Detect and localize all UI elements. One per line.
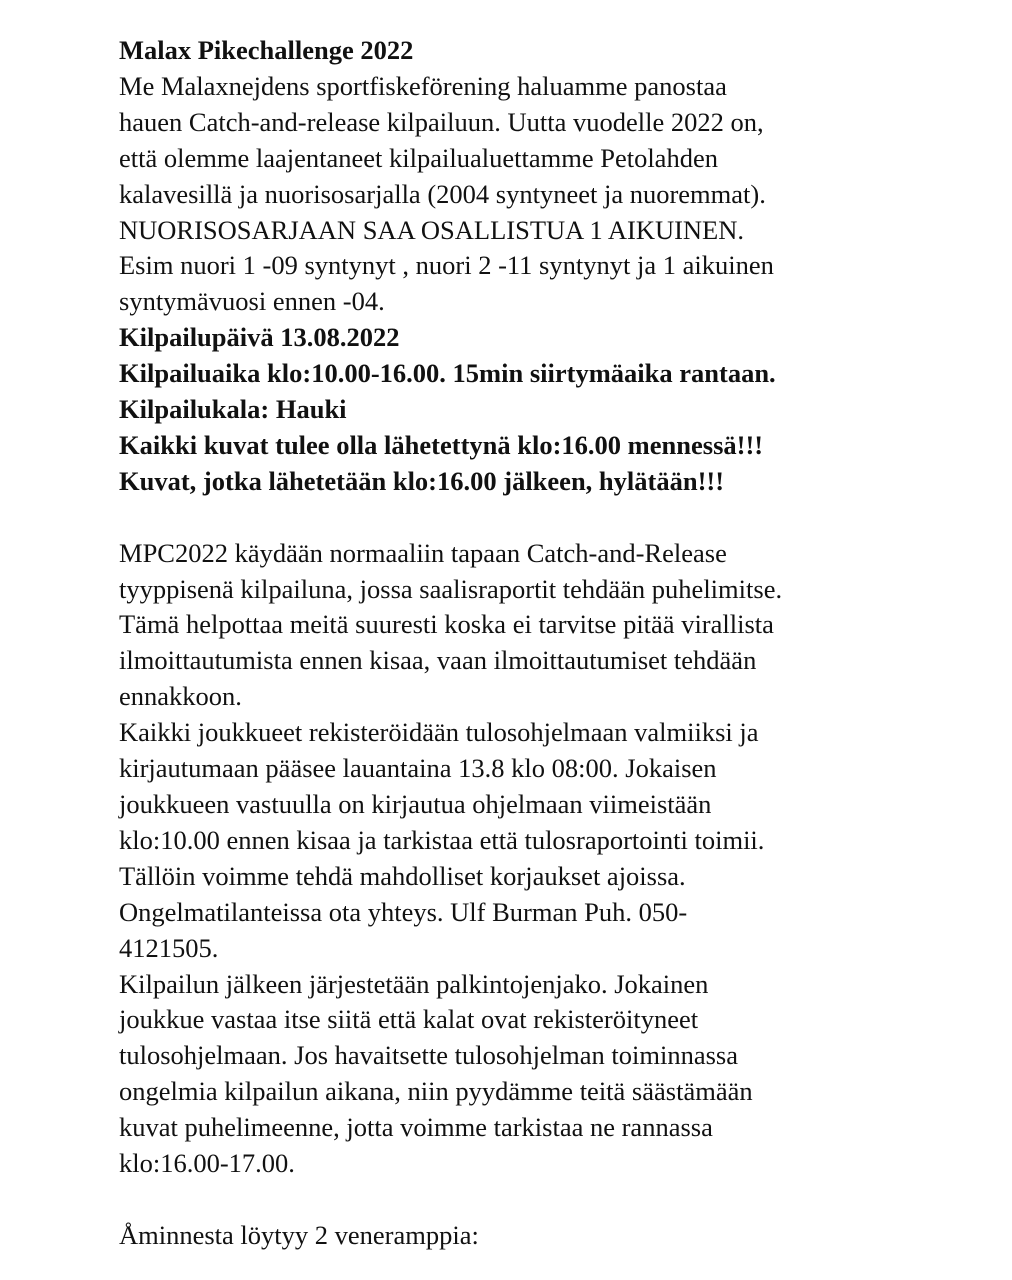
body-line: MPC2022 käydään normaaliin tapaan Catch-and-Release xyxy=(119,537,727,568)
body-line: Ongelmatilanteissa ota yhteys. Ulf Burman Puh. 050- xyxy=(119,896,688,927)
document-page xyxy=(119,33,999,1254)
body-line: kuvat puhelimeenne, jotta voimme tarkistaa ne rannassa xyxy=(119,1112,713,1143)
body-line: joukkueen vastuulla on kirjautua ohjelmaan viimeistään xyxy=(119,789,712,820)
body-line: tyyppisenä kilpailuna, jossa saalisraportit tehdään puhelimitse. xyxy=(119,573,783,604)
body-line: ilmoittautumista ennen kisaa, vaan ilmoittautumiset tehdään xyxy=(119,645,757,676)
body-line: kirjautumaan pääsee lauantaina 13.8 klo 08:00. Jokaisen xyxy=(119,753,717,784)
body-line: Tämä helpottaa meitä suuresti koska ei tarvitse pitää virallista xyxy=(119,609,774,640)
intro-line: syntymävuosi ennen -04. xyxy=(119,286,385,317)
intro-line: että olemme laajentaneet kilpailualuettamme Petolahden xyxy=(119,142,718,173)
body-paragraph xyxy=(119,536,999,1182)
intro-paragraph xyxy=(119,69,999,320)
key-info-block xyxy=(119,320,999,500)
body-line: ennakkoon. xyxy=(119,681,242,712)
boat-ramps-line: Åminnesta löytyy 2 veneramppia: xyxy=(119,1219,479,1250)
body-line: ongelmia kilpailun aikana, niin pyydämme teitä säästämään xyxy=(119,1076,753,1107)
intro-line: kalavesillä ja nuorisosarjalla (2004 syntyneet ja nuoremmat). xyxy=(119,178,766,209)
body-line: klo:16.00-17.00. xyxy=(119,1148,295,1179)
competition-fish: Kilpailukala: Hauki xyxy=(119,394,347,425)
body-line: Kaikki joukkueet rekisteröidään tulosohjelmaan valmiiksi ja xyxy=(119,717,759,748)
body-line: joukkue vastaa itse siitä että kalat ovat rekisteröityneet xyxy=(119,1004,699,1035)
body-line: Tällöin voimme tehdä mahdolliset korjaukset ajoissa. xyxy=(119,860,686,891)
late-photo-rule: Kuvat, jotka lähetetään klo:16.00 jälkeen, hylätään!!! xyxy=(119,465,725,496)
competition-time: Kilpailuaika klo:10.00-16.00. 15min siirtymäaika rantaan. xyxy=(119,358,776,389)
intro-line: NUORISOSARJAAN SAA OSALLISTUA 1 AIKUINEN. xyxy=(119,214,745,245)
paragraph-gap xyxy=(119,1182,999,1218)
photo-deadline: Kaikki kuvat tulee olla lähetettynä klo:16.00 mennessä!!! xyxy=(119,429,764,460)
paragraph-gap xyxy=(119,500,999,536)
intro-line: Me Malaxnejdens sportfiskeförening haluamme panostaa xyxy=(119,70,727,101)
competition-date: Kilpailupäivä 13.08.2022 xyxy=(119,322,400,353)
body-line: klo:10.00 ennen kisaa ja tarkistaa että tulosraportointi toimii. xyxy=(119,824,765,855)
intro-line: Esim nuori 1 -09 syntynyt , nuori 2 -11 syntynyt ja 1 aikuinen xyxy=(119,250,774,281)
intro-line: hauen Catch-and-release kilpailuun. Uutta vuodelle 2022 on, xyxy=(119,106,764,137)
document-title: Malax Pikechallenge 2022 xyxy=(119,35,414,65)
body-line: 4121505. xyxy=(119,932,219,963)
body-line: tulosohjelmaan. Jos havaitsette tulosohjelman toiminnassa xyxy=(119,1040,738,1071)
body-line: Kilpailun jälkeen järjestetään palkintojenjako. Jokainen xyxy=(119,968,709,999)
